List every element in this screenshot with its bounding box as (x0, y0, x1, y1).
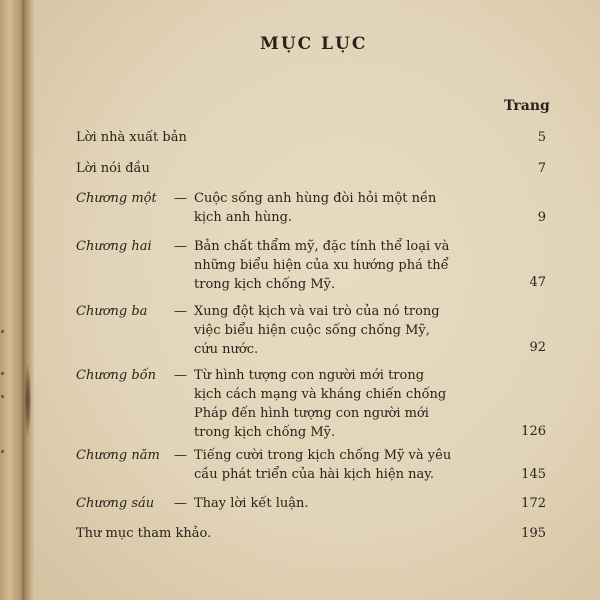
book-gutter (22, 0, 34, 600)
toc-title-line: kịch anh hùng. (194, 210, 293, 225)
toc-dash: — (174, 304, 187, 319)
toc-title-line: cứu nước. (194, 342, 259, 357)
toc-entry-title (194, 446, 484, 484)
toc-entry-title (194, 366, 484, 442)
toc-entry-label: Chương một (76, 191, 157, 206)
toc-title-line: những biểu hiện của xu hướng phá thể (194, 258, 449, 273)
toc-entry-page: 145 (521, 467, 546, 482)
toc-title-line: Tiếng cười trong kịch chống Mỹ và yêu (194, 448, 452, 463)
print-speck (1, 450, 4, 453)
toc-title-line: Thay lời kết luận. (194, 496, 309, 511)
toc-title-line: Cuộc sống anh hùng đòi hỏi một nền (194, 191, 437, 206)
toc-entry-title (194, 302, 484, 359)
gutter-stain (24, 365, 31, 435)
toc-entry-label: Chương sáu (76, 496, 155, 511)
toc-entry-label: Chương hai (76, 239, 152, 254)
toc-title-line: kịch cách mạng và kháng chiến chống (194, 387, 447, 402)
toc-entry-title (194, 189, 484, 227)
toc-title-line: Bản chất thẩm mỹ, đặc tính thể loại và (194, 239, 450, 254)
toc-entry-label: Lời nhà xuất bản (76, 130, 187, 145)
toc-dash: — (174, 191, 187, 206)
toc-entry-page: 7 (537, 161, 546, 176)
toc-entry-page: 92 (529, 340, 546, 355)
page-column-header: Trang (504, 98, 550, 114)
toc-entry-page: 9 (537, 210, 546, 225)
toc-dash: — (174, 448, 187, 463)
toc-entry-title (194, 494, 484, 513)
toc-entry-page: 126 (521, 424, 546, 439)
toc-entry-page: 172 (521, 496, 546, 511)
toc-entry-page: 195 (521, 526, 546, 541)
toc-entry-label: Thư mục tham khảo. (76, 526, 212, 541)
print-speck (1, 395, 4, 398)
toc-entry-label: Chương ba (76, 304, 148, 319)
toc-entry-title (194, 237, 484, 294)
toc-entry-label: Chương bốn (76, 368, 156, 383)
facing-page-edge (0, 0, 24, 600)
toc-entry-page: 5 (537, 130, 546, 145)
toc-title-line: trong kịch chống Mỹ. (194, 425, 336, 440)
toc-dash: — (174, 239, 187, 254)
toc-dash: — (174, 368, 187, 383)
toc-title-line: Xung đột kịch và vai trò của nó trong (194, 304, 440, 319)
print-speck (1, 330, 4, 333)
toc-entry-label: Lời nói đầu (76, 161, 150, 176)
toc-dash: — (174, 496, 187, 511)
toc-title-line: trong kịch chống Mỹ. (194, 277, 336, 292)
page-title: MỤC LỤC (260, 34, 368, 54)
toc-title-line: Pháp đến hình tượng con người mới (194, 406, 429, 421)
toc-title-line: Từ hình tượng con người mới trong (194, 368, 425, 383)
toc-title-line: việc biểu hiện cuộc sống chống Mỹ, (194, 323, 430, 338)
toc-entry-page: 47 (529, 275, 546, 290)
print-speck (1, 372, 4, 375)
toc-title-line: cầu phát triển của hài kịch hiện nay. (194, 467, 435, 482)
toc-entry-label: Chương năm (76, 448, 160, 463)
